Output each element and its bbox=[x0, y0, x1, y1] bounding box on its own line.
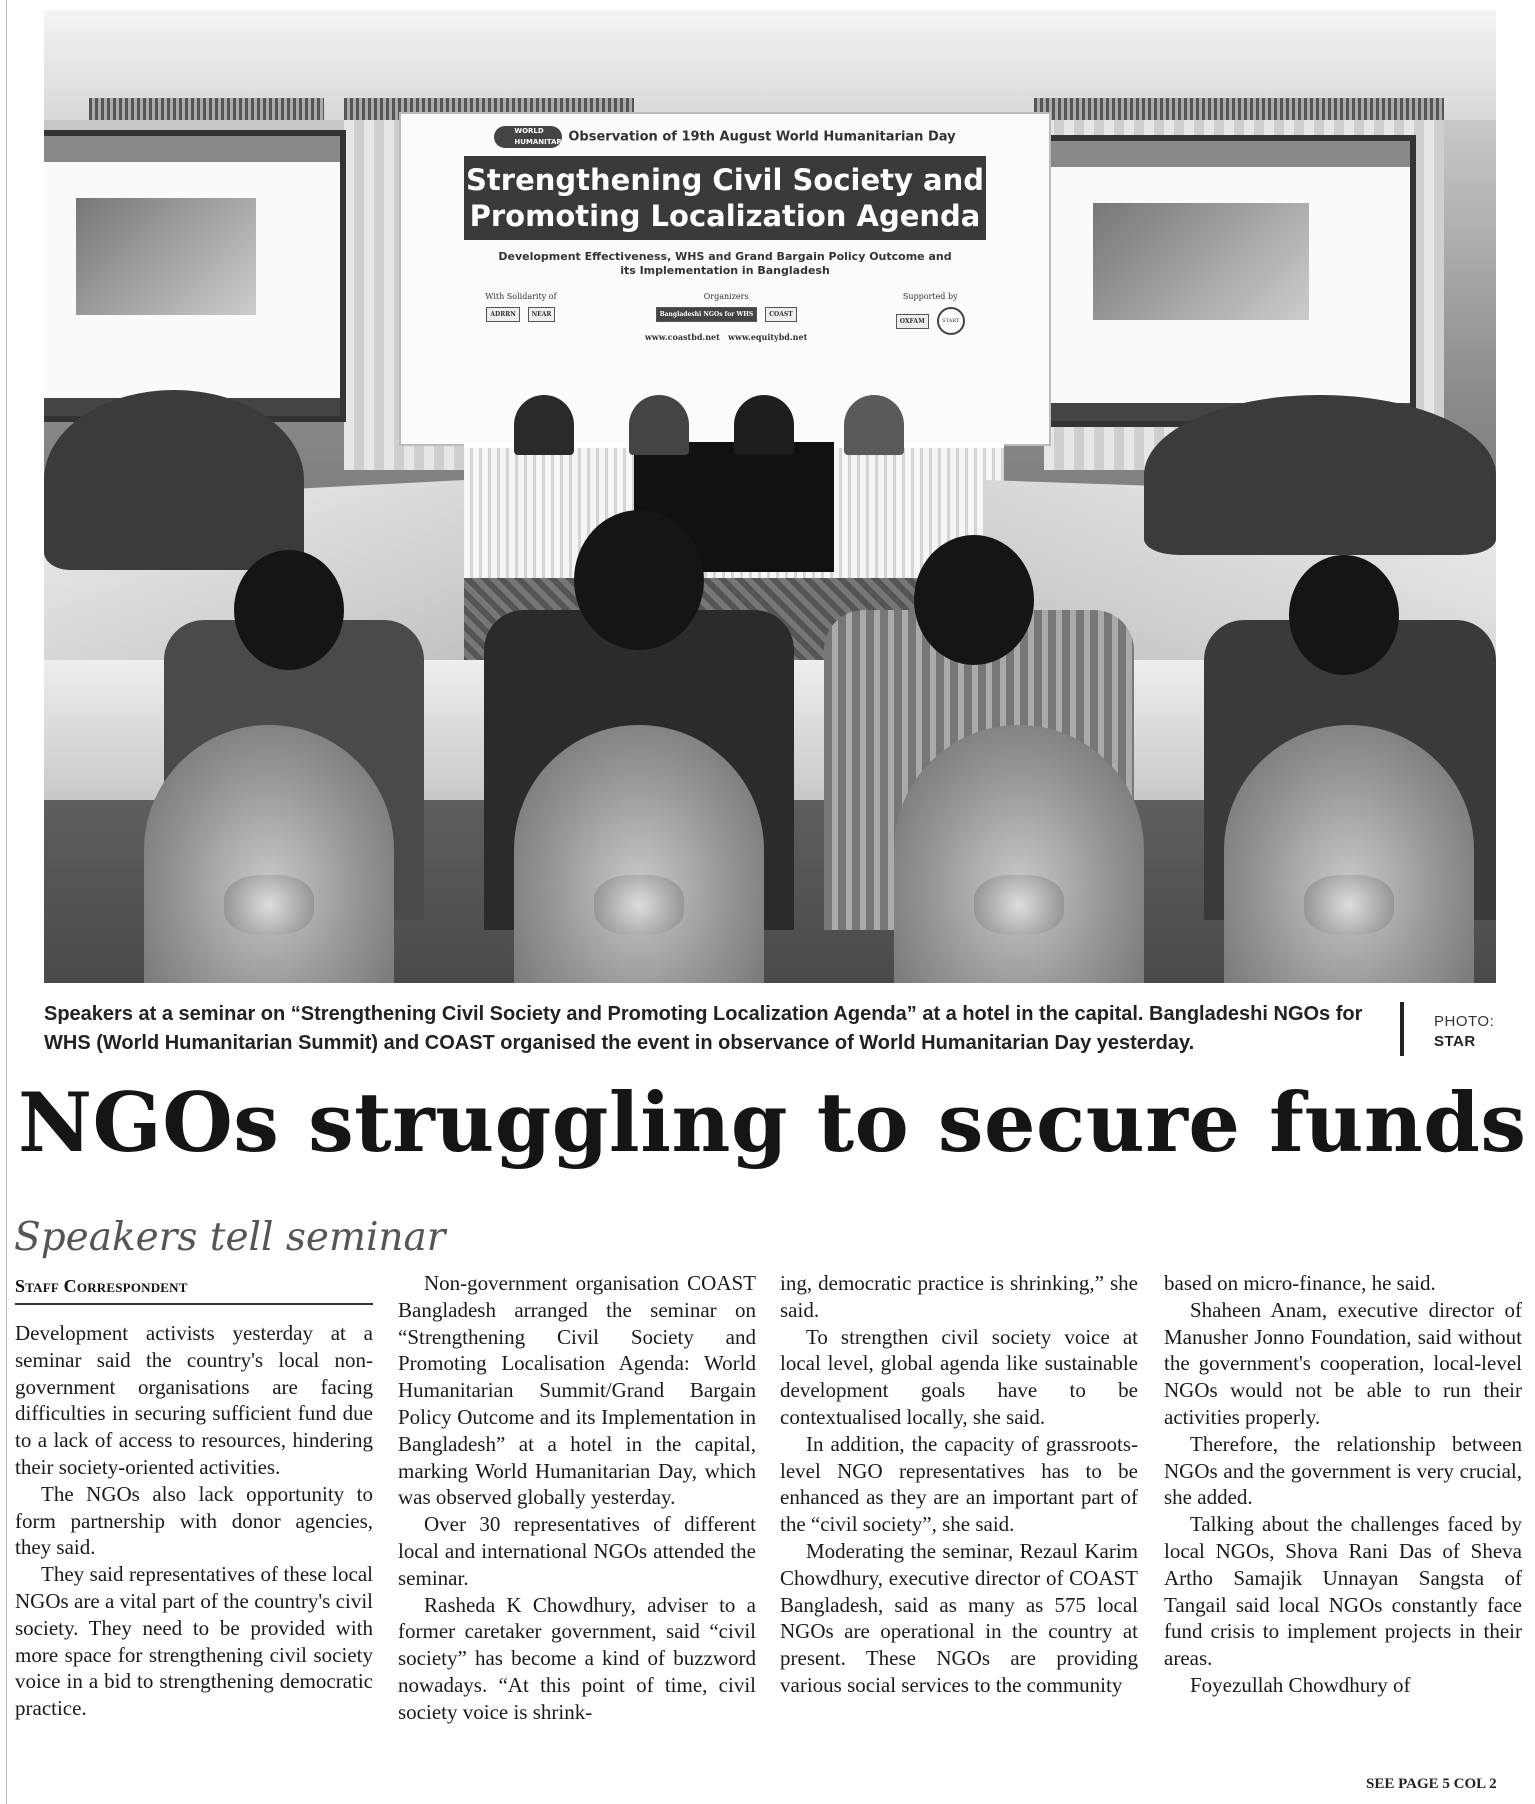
paragraph: Development activists yesterday at a seminar said the country's local non-government organisations are facing difficulties in securing sufficient fund due to a lack of access to resources, hindering their society-oriented activities. bbox=[15, 1321, 373, 1479]
paragraph: Therefore, the relationship between NGOs and the government is very crucial, she added. bbox=[1164, 1431, 1522, 1510]
chair-cover bbox=[894, 725, 1144, 983]
paragraph: To strengthen civil society voice at local level, global agenda like sustainable development goals have to be contextualised locally, she said. bbox=[780, 1324, 1138, 1429]
attendees-left bbox=[44, 390, 304, 570]
photo-caption: Speakers at a seminar on “Strengthening Civil Society and Promoting Localization Agenda” at a hotel in the capital. Bangladeshi NGOs for WHS (World Humanitarian Summit) and COAST organised the event in observance of World Humanitarian Day yesterday. bbox=[44, 1003, 1363, 1054]
paragraph: Talking about the challenges faced by local NGOs, Shova Rani Das of Sheva Artho Samajik Unnayan Sangsta of Tangail said local NGOs constantly face fund crisis to implement projects in their areas. bbox=[1164, 1512, 1522, 1671]
article-column-3 bbox=[780, 1270, 1138, 1699]
attendee-head bbox=[914, 535, 1034, 665]
panelist bbox=[629, 395, 689, 455]
chair-cover bbox=[144, 725, 394, 983]
paragraph: Over 30 representatives of different local and international NGOs attended the seminar. bbox=[398, 1512, 756, 1590]
paragraph: ing, democratic practice is shrinking,” she said. bbox=[780, 1271, 1138, 1322]
attendees-right bbox=[1144, 395, 1496, 555]
attendee-head bbox=[234, 550, 344, 670]
banner-title: Strengthening Civil Society and Promoting Localization Agenda bbox=[464, 156, 986, 240]
article-column-4 bbox=[1164, 1270, 1522, 1699]
banner-organizers: Organizers Bangladeshi NGOs for WHS COAST www.coastbd.net www.equitybd.net bbox=[645, 292, 808, 342]
paragraph: Non-government organisation COAST Bangladesh arranged the seminar on “Strengthening Civil Society and Promoting Localisation Agenda: World Humanitarian Summit/Grand Bargain Policy Outcome and its Implementation in Bangladesh” at a hotel in the capital, marking World Humanitarian Day, which was observed globally yesterday. bbox=[398, 1271, 756, 1510]
panelist bbox=[514, 395, 574, 455]
paragraph: based on micro-finance, he said. bbox=[1164, 1271, 1436, 1295]
byline: Staff Correspondent bbox=[15, 1276, 373, 1305]
article-column-2 bbox=[398, 1270, 756, 1726]
subheadline: Speakers tell seminar bbox=[14, 1215, 446, 1260]
chair-cover bbox=[1224, 725, 1474, 983]
banner-supporters: Supported by OXFAM START bbox=[896, 292, 965, 342]
chair-cover bbox=[514, 725, 764, 983]
event-banner bbox=[399, 112, 1051, 446]
ceiling-vent bbox=[89, 98, 324, 120]
banner-solidarity: With Solidarity of ADRRN NEAR bbox=[485, 292, 556, 342]
banner-top-line: WORLD HUMANITARIAN DAYObservation of 19th August World Humanitarian Day bbox=[401, 126, 1049, 148]
attendee-head bbox=[574, 510, 704, 650]
projector-screen-left bbox=[44, 130, 346, 422]
headline: NGOs struggling to secure funds bbox=[18, 1076, 1527, 1171]
credit-divider bbox=[1400, 1002, 1404, 1056]
panelist bbox=[844, 395, 904, 455]
paragraph: They said representatives of these local NGOs are a vital part of the country's civil society. They need to be provided with more space for strengthening civil society voice in a bid to strengthening democratic practice. bbox=[15, 1562, 373, 1721]
ceiling-vent bbox=[1034, 98, 1444, 120]
projector-screen-right bbox=[1044, 135, 1416, 427]
article-column-1 bbox=[15, 1320, 373, 1722]
paragraph: In addition, the capacity of grassroots-level NGO representatives has to be enhanced as they are an important part of the “civil society”, she said. bbox=[780, 1431, 1138, 1537]
paragraph: Rasheda K Chowdhury, adviser to a former caretaker government, said “civil society” has become a kind of buzzword nowadays. “At this point of time, civil society voice is shrink- bbox=[398, 1592, 756, 1724]
continuation-jump[interactable]: SEE PAGE 5 COL 2 bbox=[1366, 1776, 1497, 1792]
photo-credit: PHOTO: STAR bbox=[1434, 1013, 1495, 1050]
paragraph: Foyezullah Chowdhury of bbox=[1190, 1672, 1411, 1697]
page-left-rule bbox=[6, 0, 7, 1804]
panelist bbox=[734, 395, 794, 455]
banner-logo: WORLD HUMANITARIAN DAY bbox=[494, 126, 562, 148]
attendee-head bbox=[1289, 555, 1399, 675]
paragraph: Moderating the seminar, Rezaul Karim Chowdhury, executive director of COAST Bangladesh, said as many as 575 local NGOs are operational in the country at present. These NGOs are providing various social services to the community bbox=[780, 1538, 1138, 1697]
paragraph: Shaheen Anam, executive director of Manusher Jonno Foundation, said without the government's cooperation, local-level NGOs would not be able to run their activities properly. bbox=[1164, 1297, 1522, 1429]
seminar-photo bbox=[44, 10, 1496, 983]
banner-logo-row bbox=[441, 292, 1009, 342]
banner-subtitle: Development Effectiveness, WHS and Grand Bargain Policy Outcome and its Implementation in Bangladesh bbox=[498, 250, 952, 277]
paragraph: The NGOs also lack opportunity to form partnership with donor agencies, they said. bbox=[15, 1481, 373, 1560]
